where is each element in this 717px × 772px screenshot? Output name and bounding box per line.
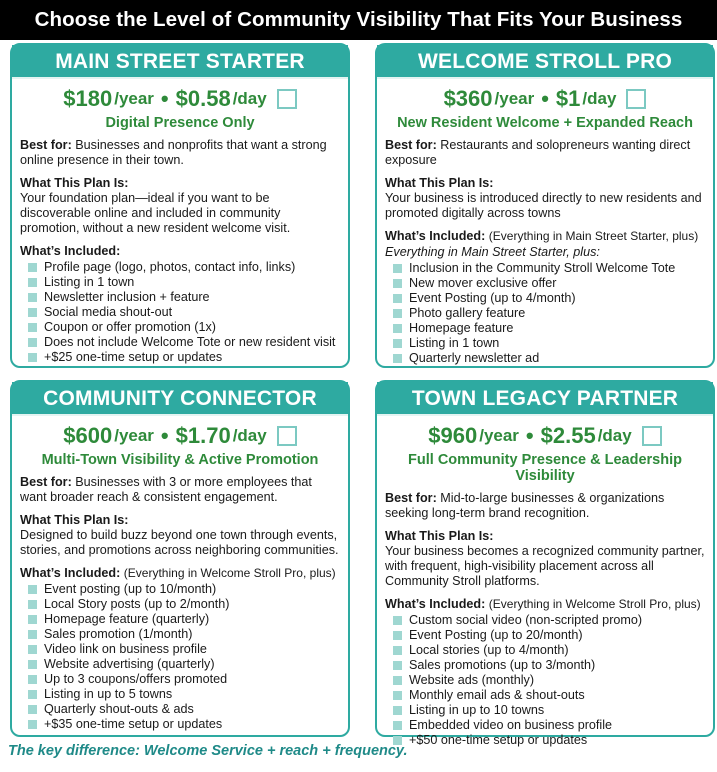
included-item-text: Photo gallery feature xyxy=(409,306,526,320)
select-plan-checkbox[interactable] xyxy=(626,89,646,109)
best-for-label: Best for: xyxy=(20,475,72,489)
bullet-square-icon xyxy=(28,585,37,594)
included-item xyxy=(385,718,705,733)
included-item-text: Local stories (up to 4/month) xyxy=(409,643,569,657)
bullet-square-icon xyxy=(28,278,37,287)
included-item-text: Inclusion in the Community Stroll Welcome Tote xyxy=(409,261,676,275)
what-plan-is-label: What This Plan Is: xyxy=(20,513,129,527)
included-item xyxy=(385,733,705,748)
included-item-text: Event Posting (up to 20/month) xyxy=(409,628,583,642)
included-item xyxy=(20,642,340,657)
bullet-square-icon xyxy=(393,676,402,685)
what-plan-is-text: Designed to build buzz beyond one town through events, stories, and promotions across neighboring communities. xyxy=(20,528,339,557)
included-item-text: Social media shout-out xyxy=(44,305,173,319)
included-item-text: +$50 one-time setup or updates xyxy=(409,733,588,747)
included-item-text: Profile page (logo, photos, contact info, links) xyxy=(44,260,296,274)
included-italic-note: Everything in Main Street Starter, plus: xyxy=(385,245,600,259)
what-plan-is-text: Your foundation plan—ideal if you want to be discoverable online and included in community promotion, without a new resident welcome visit. xyxy=(20,191,291,235)
bullet-square-icon xyxy=(393,354,402,363)
included-item xyxy=(385,643,705,658)
bullet-square-icon xyxy=(28,353,37,362)
what-plan-is-label: What This Plan Is: xyxy=(385,176,494,190)
bullet-square-icon xyxy=(393,294,402,303)
price-year-unit: /year xyxy=(479,426,519,445)
price-year-unit: /year xyxy=(494,89,535,108)
included-item xyxy=(385,351,705,366)
bullet-square-icon xyxy=(28,630,37,639)
included-item xyxy=(20,260,340,275)
price-separator: • xyxy=(160,86,169,111)
what-plan-is-text: Your business is introduced directly to new residents and promoted digitally across towns xyxy=(385,191,702,220)
included-item xyxy=(20,672,340,687)
included-note: (Everything in Welcome Stroll Pro, plus) xyxy=(123,566,336,580)
bullet-square-icon xyxy=(28,600,37,609)
price-year: $360 xyxy=(443,86,493,111)
included-item-text: Does not include Welcome Tote or new resident visit xyxy=(44,335,336,349)
included-section xyxy=(385,597,705,748)
included-item xyxy=(385,703,705,718)
bullet-square-icon xyxy=(28,705,37,714)
included-item xyxy=(385,276,705,291)
plan-card-community-connector xyxy=(10,380,350,737)
price-day: $0.58 xyxy=(175,86,231,111)
included-list xyxy=(20,582,340,732)
bullet-square-icon xyxy=(393,721,402,730)
bullet-square-icon xyxy=(28,660,37,669)
included-item xyxy=(20,320,340,335)
included-item xyxy=(20,657,340,672)
included-item xyxy=(20,290,340,305)
best-for-text: Mid-to-large businesses & organizations seeking long-term brand recognition. xyxy=(385,491,665,520)
included-item-text: Up to 3 coupons/offers promoted xyxy=(44,672,228,686)
bullet-square-icon xyxy=(393,309,402,318)
included-section xyxy=(20,566,340,732)
included-item xyxy=(385,688,705,703)
plan-card-town-legacy-partner xyxy=(375,380,715,747)
plan-tagline: Full Community Presence & Leadership Visibility xyxy=(408,452,682,484)
best-for-section xyxy=(385,138,705,168)
included-item-text: Event posting (up to 10/month) xyxy=(44,582,217,596)
included-item xyxy=(20,627,340,642)
included-item xyxy=(20,350,340,365)
what-plan-is-text: Your business becomes a recognized community partner, with frequent, high-visibility placement across all Community Stroll platforms. xyxy=(385,544,705,588)
plan-tagline: Multi-Town Visibility & Active Promotion xyxy=(41,452,319,468)
included-item xyxy=(385,628,705,643)
included-section xyxy=(20,244,340,365)
price-day: $1 xyxy=(555,86,581,111)
plan-name: COMMUNITY CONNECTOR xyxy=(12,382,348,416)
included-list xyxy=(20,260,340,365)
price-separator: • xyxy=(525,423,534,448)
bullet-square-icon xyxy=(28,690,37,699)
price-year: $180 xyxy=(63,86,113,111)
included-item xyxy=(385,291,705,306)
bullet-square-icon xyxy=(393,279,402,288)
bullet-square-icon xyxy=(28,308,37,317)
plan-card-main-street-starter xyxy=(10,43,350,368)
included-heading xyxy=(385,597,705,612)
price-day-unit: /day xyxy=(232,89,267,108)
bullet-square-icon xyxy=(393,706,402,715)
bullet-square-icon xyxy=(28,293,37,302)
plan-body xyxy=(12,475,348,732)
included-item-text: Quarterly newsletter ad xyxy=(409,351,540,365)
bullet-square-icon xyxy=(393,691,402,700)
included-item-text: Coupon or offer promotion (1x) xyxy=(44,320,216,334)
included-item-text: Website ads (monthly) xyxy=(409,673,535,687)
bullet-square-icon xyxy=(393,324,402,333)
included-item-text: Sales promotions (up to 3/month) xyxy=(409,658,596,672)
included-item-text: Listing in up to 10 towns xyxy=(409,703,545,717)
included-item xyxy=(20,582,340,597)
included-item-text: Embedded video on business profile xyxy=(409,718,613,732)
select-plan-checkbox[interactable] xyxy=(277,426,297,446)
price-day: $1.70 xyxy=(175,423,231,448)
price-day: $2.55 xyxy=(540,423,596,448)
best-for-text: Businesses with 3 or more employees that want broader reach & consistent engagement. xyxy=(20,475,312,504)
bullet-square-icon xyxy=(393,661,402,670)
included-note: (Everything in Main Street Starter, plus) xyxy=(488,229,699,243)
included-item xyxy=(20,687,340,702)
plan-body xyxy=(377,138,713,366)
included-item-text: Custom social video (non-scripted promo) xyxy=(409,613,643,627)
what-plan-is-label: What This Plan Is: xyxy=(385,529,494,543)
price-separator: • xyxy=(541,86,549,111)
bullet-square-icon xyxy=(393,339,402,348)
included-item-text: Quarterly shout-outs & ads xyxy=(44,702,194,716)
included-item xyxy=(385,321,705,336)
bullet-square-icon xyxy=(393,616,402,625)
what-plan-is-section xyxy=(20,176,340,236)
included-item xyxy=(20,717,340,732)
bullet-square-icon xyxy=(393,631,402,640)
bullet-square-icon xyxy=(28,338,37,347)
plan-price xyxy=(12,421,348,451)
included-item xyxy=(385,336,705,351)
plan-body xyxy=(377,491,713,748)
best-for-section xyxy=(20,138,340,168)
bullet-square-icon xyxy=(28,675,37,684)
included-item-text: New mover exclusive offer xyxy=(409,276,557,290)
plan-card-welcome-stroll-pro xyxy=(375,43,715,368)
included-heading xyxy=(385,229,705,244)
what-plan-is-section xyxy=(385,176,705,221)
plan-body xyxy=(12,138,348,365)
best-for-section xyxy=(385,491,705,521)
best-for-text: Restaurants and solopreneurs wanting direct exposure xyxy=(385,138,691,167)
included-item xyxy=(20,702,340,717)
bullet-square-icon xyxy=(28,263,37,272)
included-item xyxy=(20,335,340,350)
included-label: What’s Included: xyxy=(20,566,121,580)
included-label: What’s Included: xyxy=(20,244,121,258)
included-item xyxy=(20,275,340,290)
included-section xyxy=(385,229,705,366)
included-item-text: Sales promotion (1/month) xyxy=(44,627,193,641)
plan-name: TOWN LEGACY PARTNER xyxy=(377,382,713,416)
best-for-section xyxy=(20,475,340,505)
included-item xyxy=(385,658,705,673)
included-item-text: Event Posting (up to 4/month) xyxy=(409,291,576,305)
price-day-unit: /day xyxy=(597,426,632,445)
included-item-text: Listing in 1 town xyxy=(44,275,135,289)
bullet-square-icon xyxy=(28,645,37,654)
bullet-square-icon xyxy=(28,615,37,624)
included-label: What’s Included: xyxy=(385,229,486,243)
included-note: (Everything in Welcome Stroll Pro, plus) xyxy=(488,597,701,611)
best-for-text: Businesses and nonprofits that want a strong online presence in their town. xyxy=(20,138,327,167)
price-year-unit: /year xyxy=(114,89,154,108)
included-item-text: Listing in up to 5 towns xyxy=(44,687,173,701)
included-item-text: Local Story posts (up to 2/month) xyxy=(44,597,230,611)
what-plan-is-label: What This Plan Is: xyxy=(20,176,129,190)
included-item xyxy=(20,597,340,612)
select-plan-checkbox[interactable] xyxy=(642,426,662,446)
included-heading xyxy=(20,244,340,259)
plan-tagline: New Resident Welcome + Expanded Reach xyxy=(397,115,693,131)
included-item xyxy=(20,305,340,320)
included-item xyxy=(385,613,705,628)
included-heading xyxy=(20,566,340,581)
bullet-square-icon xyxy=(393,264,402,273)
best-for-label: Best for: xyxy=(385,138,437,152)
included-label: What’s Included: xyxy=(385,597,486,611)
footer-note: The key difference: Welcome Service + reach + frequency. xyxy=(8,743,408,759)
included-item xyxy=(385,261,705,276)
included-item xyxy=(385,673,705,688)
included-item-text: Homepage feature xyxy=(409,321,514,335)
included-item-text: Video link on business profile xyxy=(44,642,207,656)
best-for-label: Best for: xyxy=(20,138,72,152)
included-list xyxy=(385,261,705,366)
plan-price xyxy=(377,84,713,114)
price-year: $600 xyxy=(63,423,113,448)
included-item-text: Website advertising (quarterly) xyxy=(44,657,215,671)
what-plan-is-section xyxy=(385,529,705,589)
bullet-square-icon xyxy=(393,646,402,655)
plan-name: MAIN STREET STARTER xyxy=(12,45,348,79)
price-day-unit: /day xyxy=(582,89,617,108)
bullet-square-icon xyxy=(28,323,37,332)
price-day-unit: /day xyxy=(232,426,267,445)
included-item-text: +$25 one-time setup or updates xyxy=(44,350,223,364)
bullet-square-icon xyxy=(28,720,37,729)
page-title: Choose the Level of Community Visibility That Fits Your Business xyxy=(0,0,717,40)
best-for-label: Best for: xyxy=(385,491,437,505)
plan-tagline: Digital Presence Only xyxy=(105,115,255,131)
price-separator: • xyxy=(160,423,169,448)
included-item xyxy=(385,306,705,321)
included-item-text: +$35 one-time setup or updates xyxy=(44,717,223,731)
what-plan-is-section xyxy=(20,513,340,558)
plan-price xyxy=(12,84,348,114)
included-item-text: Listing in 1 town xyxy=(409,336,500,350)
included-item xyxy=(20,612,340,627)
included-item-text: Homepage feature (quarterly) xyxy=(44,612,210,626)
included-list xyxy=(385,613,705,748)
plan-name: WELCOME STROLL PRO xyxy=(377,45,713,79)
price-year-unit: /year xyxy=(114,426,154,445)
select-plan-checkbox[interactable] xyxy=(277,89,297,109)
included-item-text: Newsletter inclusion + feature xyxy=(44,290,210,304)
price-year: $960 xyxy=(428,423,478,448)
plan-price xyxy=(377,421,713,451)
included-item-text: Monthly email ads & shout-outs xyxy=(409,688,585,702)
